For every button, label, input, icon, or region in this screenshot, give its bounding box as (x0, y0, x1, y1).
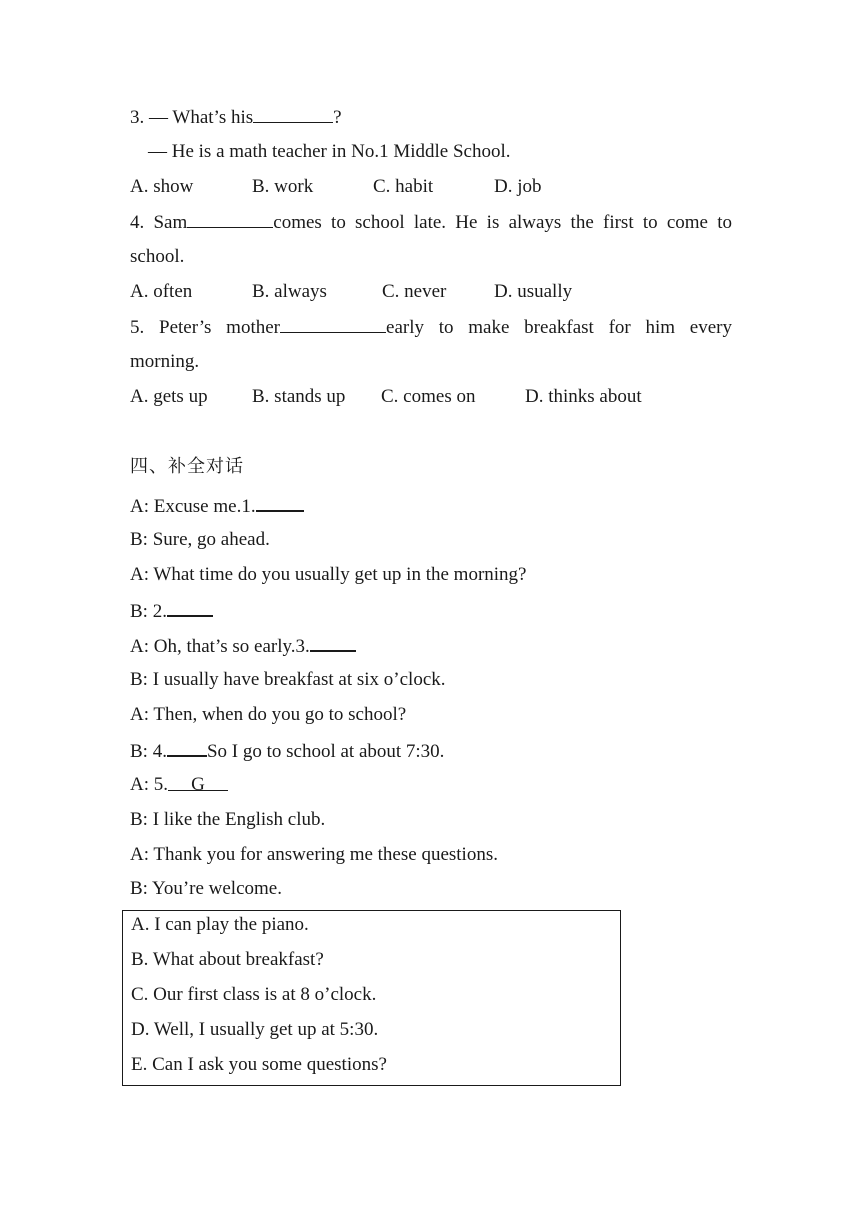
dialogue-line (130, 598, 213, 624)
dialogue-line: B: I usually have breakfast at six o’clock. (130, 669, 446, 690)
question-5-suffix: early to make breakfast for him every (386, 317, 732, 338)
choice-d: D. Well, I usually get up at 5:30. (131, 1019, 379, 1040)
question-3-prefix: 3. — What’s his (130, 107, 254, 128)
dialogue-line (130, 773, 228, 797)
question-5-option-a: A. gets up (130, 386, 208, 407)
dialogue-line: B: You’re welcome. (130, 878, 282, 899)
dialogue-blank-5: G (168, 773, 228, 791)
dialogue-line: A: Thank you for answering me these questions. (130, 844, 498, 865)
dialogue-line (130, 633, 356, 659)
question-5-option-b: B. stands up (252, 386, 346, 407)
dialogue-line: A: What time do you usually get up in the morning? (130, 564, 527, 585)
question-4-prefix: 4. Sam (130, 212, 188, 233)
dialogue-text: A: Oh, that’s so early.3. (130, 636, 310, 657)
dialogue-line (130, 493, 304, 519)
question-4-blank (187, 210, 273, 228)
question-3-option-b: B. work (252, 176, 314, 197)
dialogue-blank-2 (167, 598, 213, 617)
question-4-option-b: B. always (252, 281, 327, 302)
dialogue-text: B: 4. (130, 741, 167, 762)
question-3-option-a: A. show (130, 176, 194, 197)
question-4 (130, 210, 732, 235)
question-3-blank (253, 105, 333, 123)
question-4-continuation: school. (130, 246, 185, 267)
section-heading: 四、补全对话 (130, 456, 244, 477)
dialogue-line: A: Then, when do you go to school? (130, 704, 407, 725)
question-3-option-c: C. habit (373, 176, 434, 197)
question-5-continuation: morning. (130, 351, 200, 372)
dialogue-text-after: So I go to school at about 7:30. (206, 741, 445, 762)
dialogue-text: B: 2. (130, 601, 167, 622)
dialogue-text: A: Excuse me.1. (130, 496, 256, 517)
dialogue-blank-3 (310, 633, 356, 652)
question-3-response: — He is a math teacher in No.1 Middle School. (148, 141, 511, 162)
dialogue-text: A: 5. (130, 774, 168, 795)
choice-c: C. Our first class is at 8 o’clock. (131, 984, 377, 1005)
dialogue-line: B: Sure, go ahead. (130, 529, 270, 550)
choices-box (122, 910, 621, 1086)
question-4-option-a: A. often (130, 281, 193, 302)
question-5 (130, 315, 732, 340)
question-5-blank (280, 315, 386, 333)
dialogue-blank-4 (167, 738, 207, 757)
dialogue-line (130, 738, 444, 764)
dialogue-line: B: I like the English club. (130, 809, 326, 830)
question-4-option-d: D. usually (494, 281, 573, 302)
question-5-option-d: D. thinks about (525, 386, 642, 407)
question-3-suffix: ? (333, 107, 342, 128)
question-3 (130, 105, 342, 130)
question-4-suffix: comes to school late. He is always the first to come to (273, 212, 732, 233)
choice-b: B. What about breakfast? (131, 949, 324, 970)
choice-e: E. Can I ask you some questions? (131, 1054, 387, 1075)
question-3-option-d: D. job (494, 176, 542, 197)
choice-a: A. I can play the piano. (131, 914, 309, 935)
question-4-option-c: C. never (382, 281, 447, 302)
dialogue-blank-1 (256, 493, 304, 512)
question-5-option-c: C. comes on (381, 386, 476, 407)
question-5-prefix: 5. Peter’s mother (130, 317, 281, 338)
